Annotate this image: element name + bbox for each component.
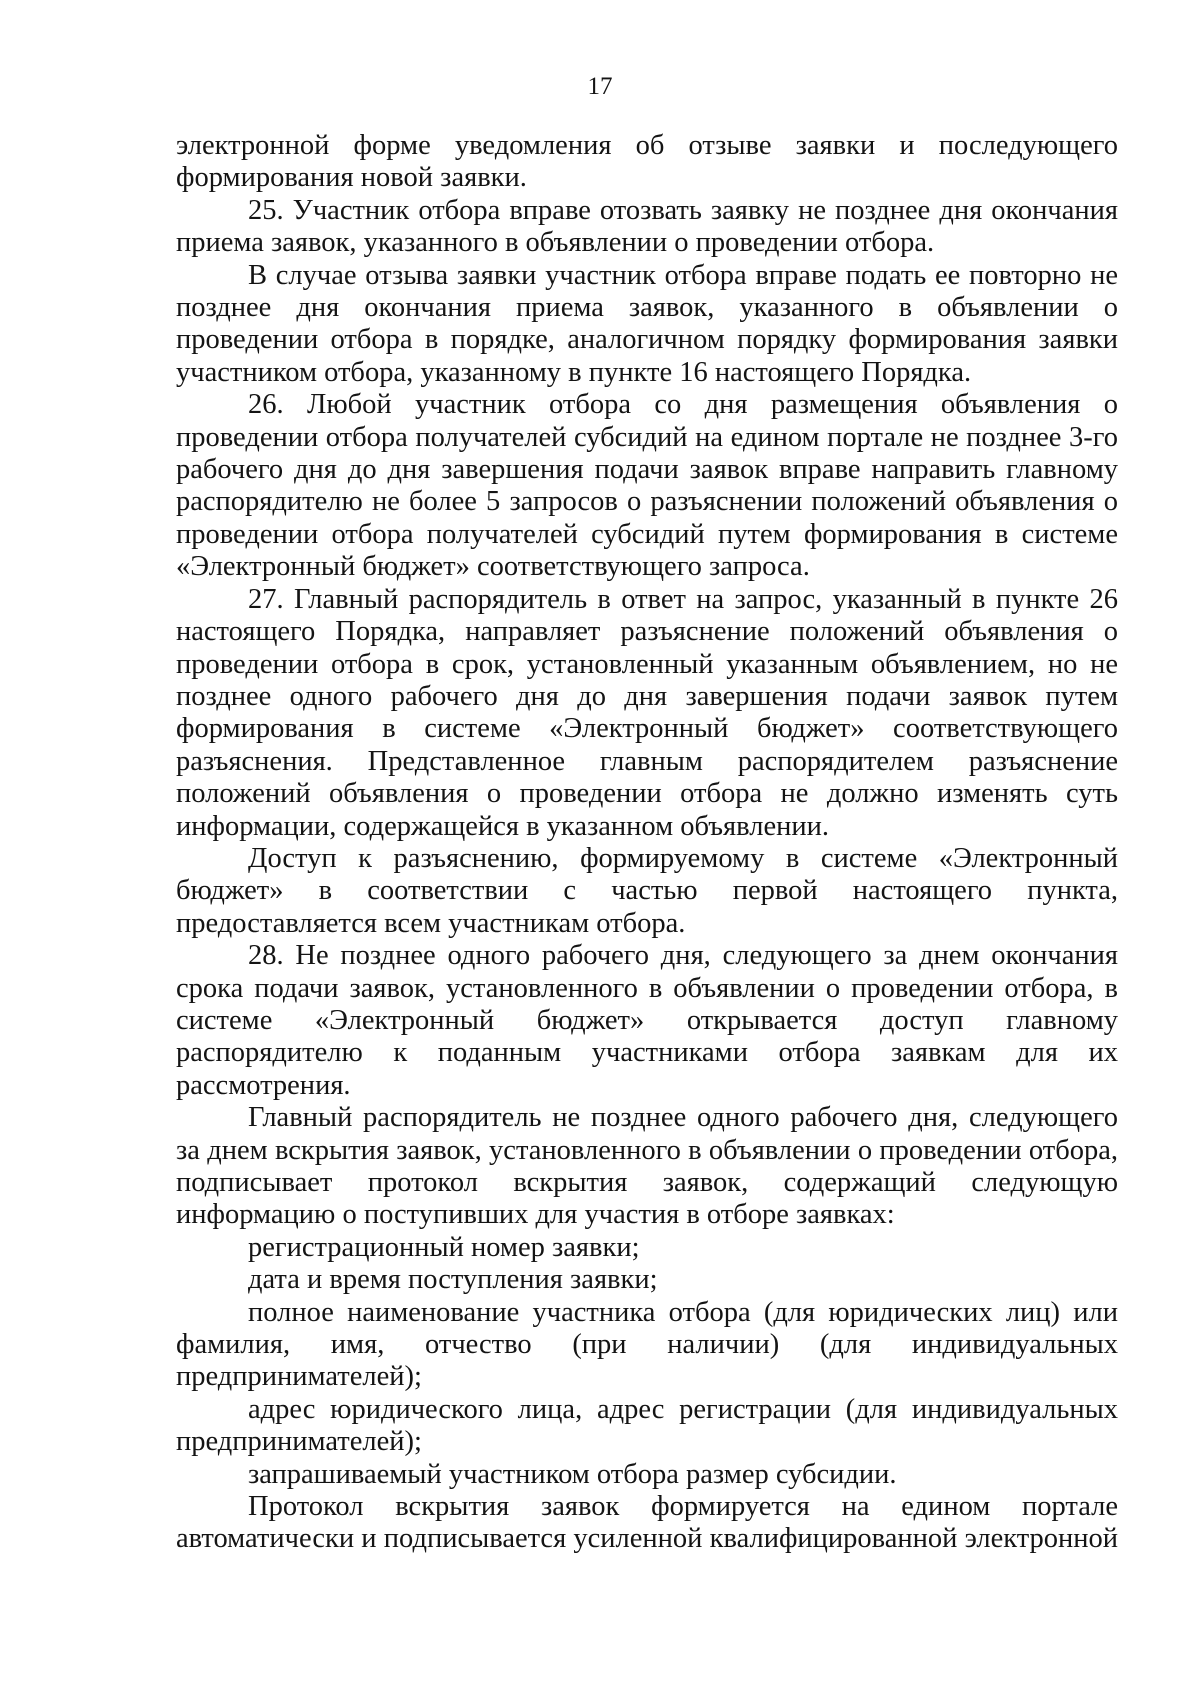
page-number: 17 (587, 73, 613, 100)
paragraph-withdrawal-resubmission: В случае отзыва заявки участник отбора вправе подать ее повторно не позднее дня окончания приема заявок, указанного в объявлении о проведении отбора в порядке, аналогичном порядку формирования заявки участником отбора, указанному в пункте 16 настоящего Порядка. (176, 259, 1118, 388)
paragraph-continuation: электронной форме уведомления об отзыве заявки и последующего формирования новой заявки. (176, 130, 1118, 194)
paragraph-item-28: 28. Не позднее одного рабочего дня, следующего за днем окончания срока подачи заявок, установленного в объявлении о проведении отбора, в системе «Электронный бюджет» открывается доступ главному распорядителю к поданным участниками отбора заявкам для их рассмотрения. (176, 940, 1118, 1101)
list-item-full-name: полное наименование участника отбора (для юридических лиц) или фамилия, имя, отчество (при наличии) (для индивидуальных предпринимателей); (176, 1296, 1118, 1393)
list-item-date-time: дата и время поступления заявки; (248, 1264, 658, 1296)
paragraph-protocol-signing: Главный распорядитель не позднее одного рабочего дня, следующего за днем вскрытия заявок, установленного в объявлении о проведении отбора, подписывает протокол вскрытия заявок, содержащий следующую информацию о поступивших для участия в отборе заявках: (176, 1102, 1118, 1231)
paragraph-item-26: 26. Любой участник отбора со дня размещения объявления о проведении отбора получателей субсидий на едином портале не позднее 3-го рабочего дня до дня завершения подачи заявок вправе направить главному распорядителю не более 5 запросов о разъяснении положений объявления о проведении отбора получателей субсидий путем формирования в системе «Электронный бюджет» соответствующего запроса. (176, 389, 1118, 583)
list-item-address: адрес юридического лица, адрес регистрации (для индивидуальных предпринимателей); (176, 1393, 1118, 1458)
document-body (176, 130, 1118, 1556)
paragraph-item-27: 27. Главный распорядитель в ответ на запрос, указанный в пункте 26 настоящего Порядка, направляет разъяснение положений объявления о проведении отбора в срок, установленный указанным объявлением, но не позднее одного рабочего дня до дня завершения подачи заявок путем формирования в системе «Электронный бюджет» соответствующего разъяснения. Представленное главным распорядителем разъяснение положений объявления о проведении отбора не должно изменять суть информации, содержащейся в указанном объявлении. (176, 583, 1118, 842)
list-item-registration-number: регистрационный номер заявки; (248, 1231, 640, 1263)
paragraph-protocol-formation: Протокол вскрытия заявок формируется на едином портале автоматически и подписывается усиленной квалифицированной электронной (176, 1491, 1118, 1555)
list-item-subsidy-amount: запрашиваемый участником отбора размер субсидии. (248, 1458, 897, 1490)
paragraph-access-clarification: Доступ к разъяснению, формируемому в системе «Электронный бюджет» в соответствии с частью первой настоящего пункта, предоставляется всем участникам отбора. (176, 842, 1118, 939)
paragraph-item-25: 25. Участник отбора вправе отозвать заявку не позднее дня окончания приема заявок, указанного в объявлении о проведении отбора. (176, 194, 1118, 259)
